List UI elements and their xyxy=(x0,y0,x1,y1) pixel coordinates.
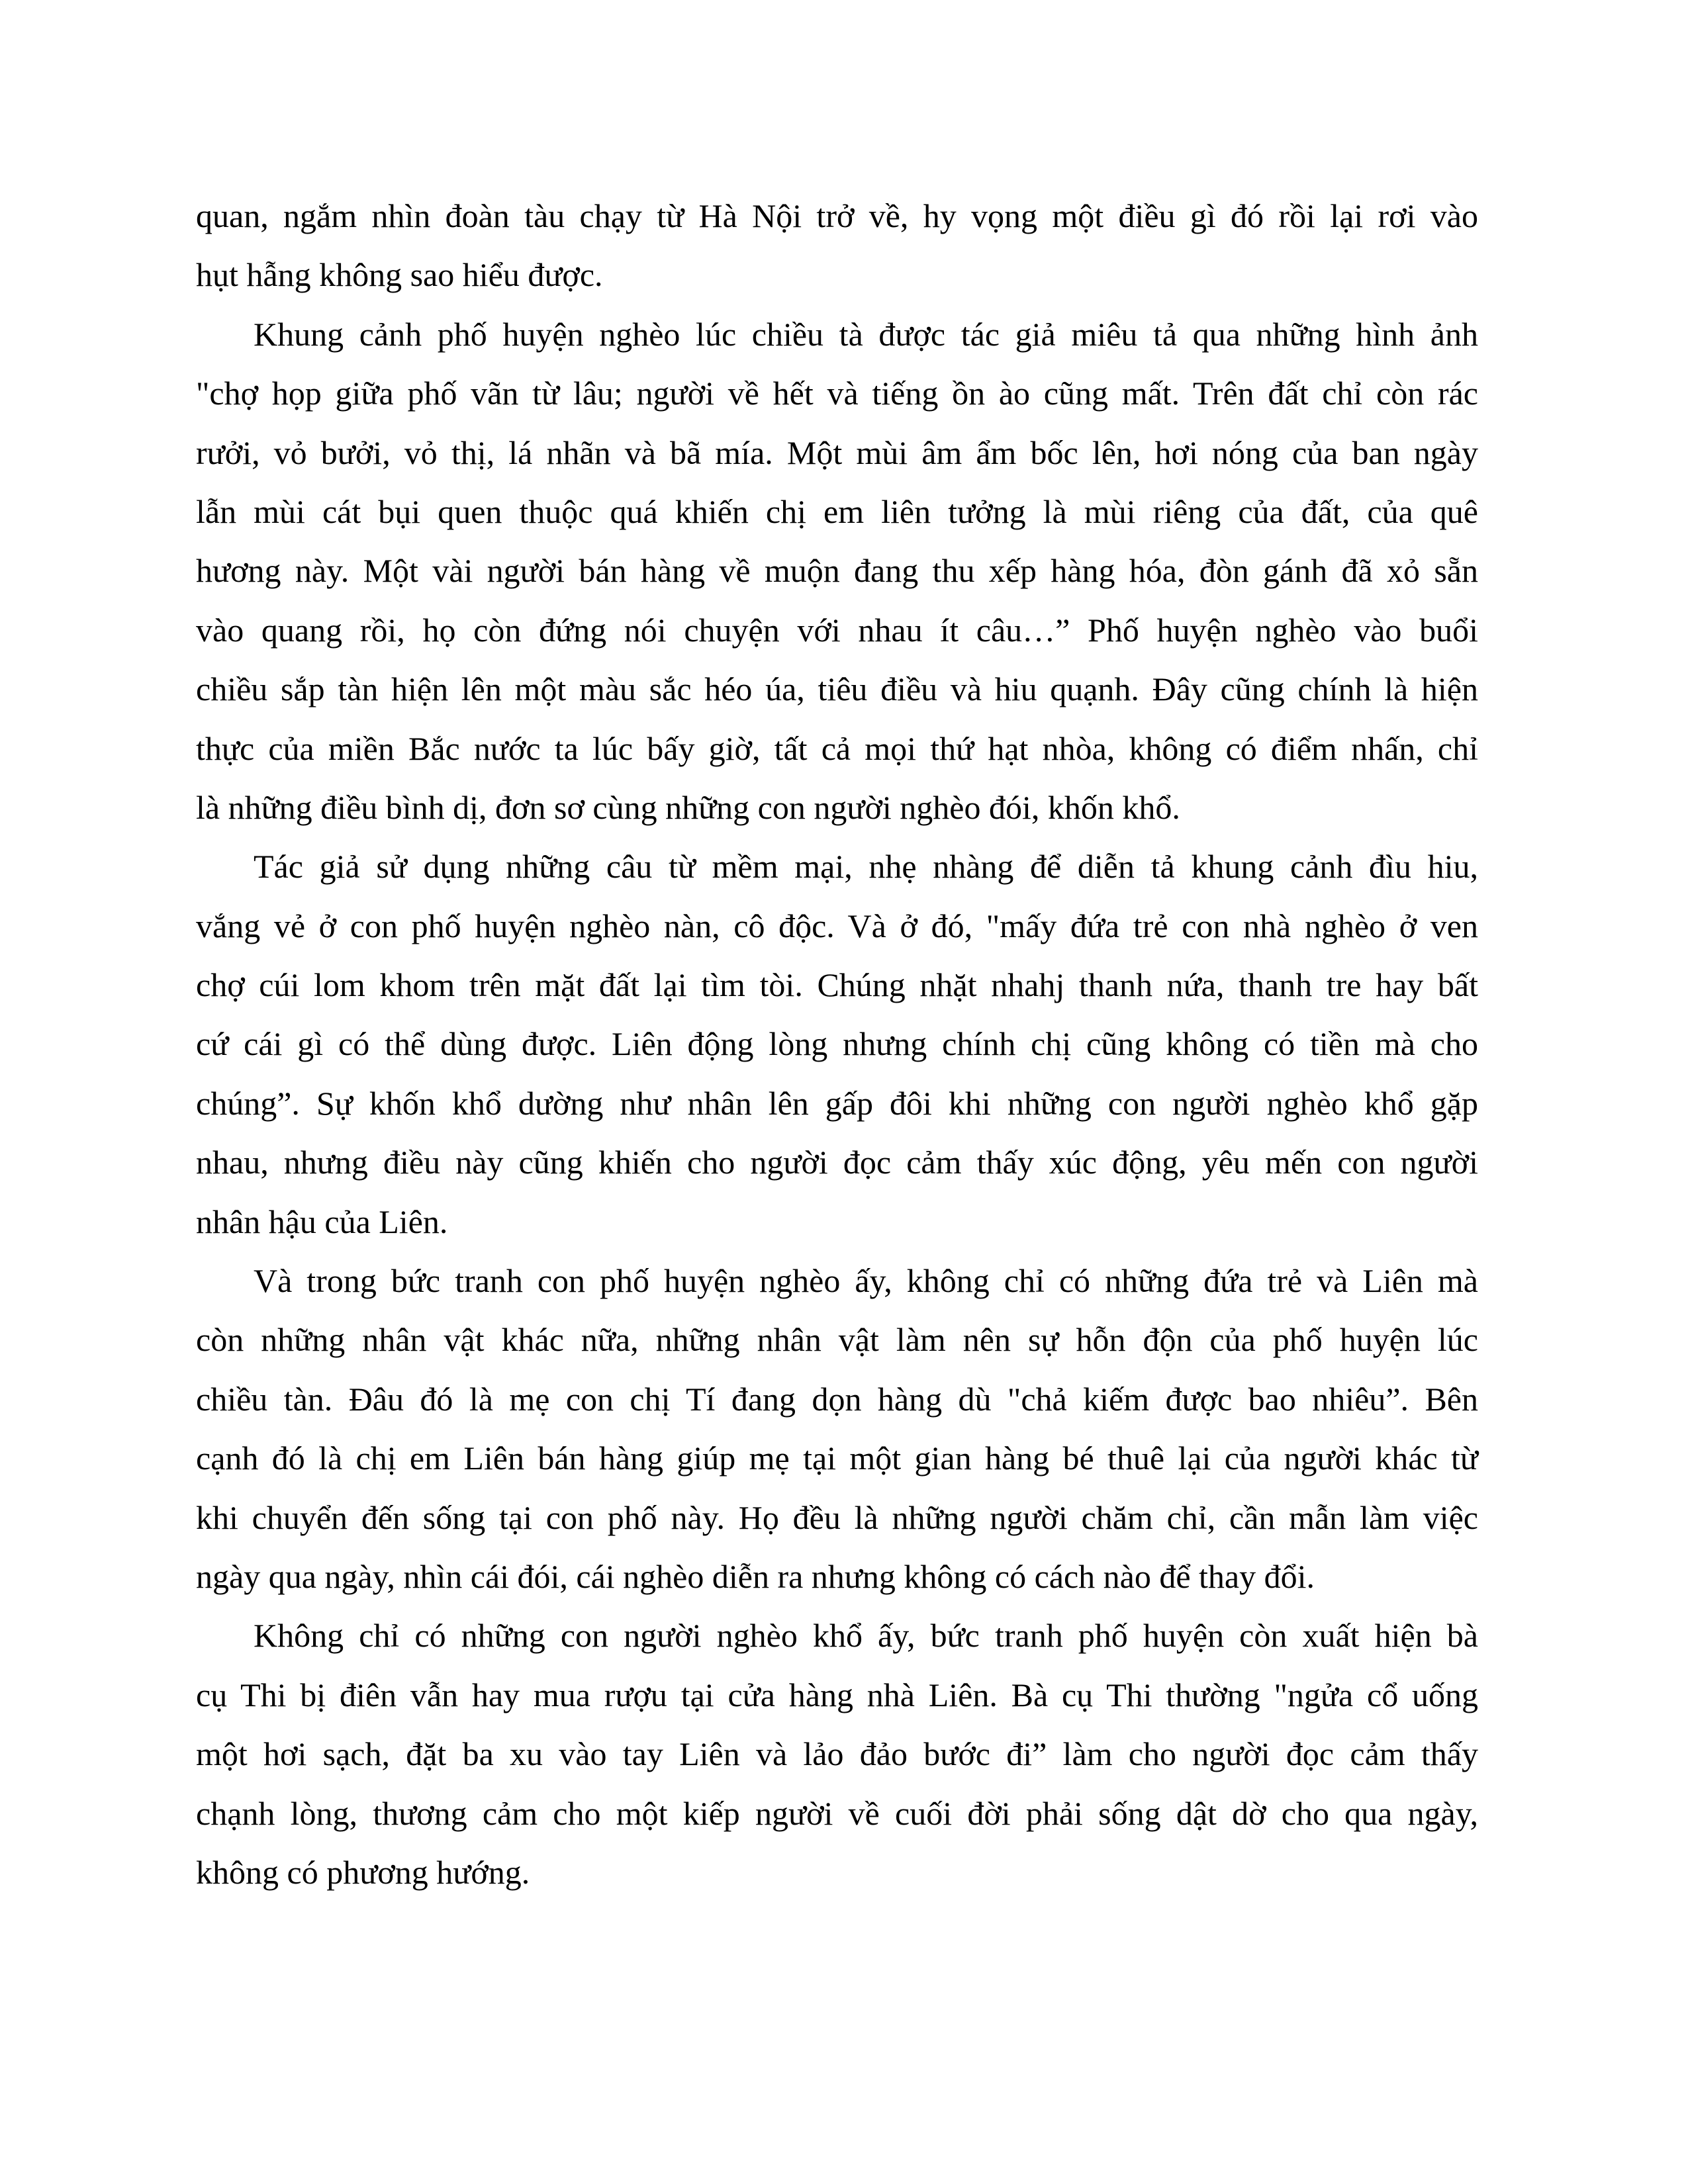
paragraph xyxy=(196,1606,1478,1902)
text-line: nhau, nhưng điều này cũng khiến cho người đọc cảm thấy xúc động, yêu mến con người xyxy=(196,1144,1478,1181)
text-line: là những điều bình dị, đơn sơ cùng những con người nghèo đói, khốn khổ. xyxy=(196,788,1180,826)
text-line: cụ Thi bị điên vẫn hay mua rượu tại cửa hàng nhà Liên. Bà cụ Thi thường "ngửa cổ uống xyxy=(196,1676,1478,1713)
paragraph xyxy=(196,187,1478,305)
text-line: cạnh đó là chị em Liên bán hàng giúp mẹ tại một gian hàng bé thuê lại của người khác từ xyxy=(196,1439,1478,1477)
text-line: hụt hẫng không sao hiểu được. xyxy=(196,256,603,294)
text-line: Tác giả sử dụng những câu từ mềm mại, nhẹ nhàng để diễn tả khung cảnh đìu hiu, xyxy=(254,848,1478,886)
document-body xyxy=(196,187,1478,1902)
text-line: Không chỉ có những con người nghèo khổ ấy, bức tranh phố huyện còn xuất hiện bà xyxy=(254,1617,1478,1655)
text-line: cứ cái gì có thể dùng được. Liên động lòng nhưng chính chị cũng không có tiền mà cho xyxy=(196,1025,1478,1063)
paragraph xyxy=(196,1251,1478,1606)
text-line: rưởi, vỏ bưởi, vỏ thị, lá nhãn và bã mía. Một mùi âm ẩm bốc lên, hơi nóng của ban ngày xyxy=(196,433,1478,471)
text-line: chiều sắp tàn hiện lên một màu sắc héo úa, tiêu điều và hiu quạnh. Đây cũng chính là hiện xyxy=(196,670,1478,708)
text-line: ngày qua ngày, nhìn cái đói, cái nghèo diễn ra nhưng không có cách nào để thay đổi. xyxy=(196,1557,1315,1595)
text-line: quan, ngắm nhìn đoàn tàu chạy từ Hà Nội trở về, hy vọng một điều gì đó rồi lại rơi vào xyxy=(196,197,1478,234)
text-line: nhân hậu của Liên. xyxy=(196,1203,448,1240)
text-line: không có phương hướng. xyxy=(196,1853,530,1891)
text-line: Khung cảnh phố huyện nghèo lúc chiều tà được tác giả miêu tả qua những hình ảnh xyxy=(254,315,1478,353)
paragraph xyxy=(196,837,1478,1251)
text-line: chiều tàn. Đâu đó là mẹ con chị Tí đang dọn hàng dù "chả kiếm được bao nhiêu”. Bên xyxy=(196,1380,1478,1418)
text-line: chạnh lòng, thương cảm cho một kiếp người về cuối đời phải sống dật dờ cho qua ngày, xyxy=(196,1794,1478,1832)
text-line: vắng vẻ ở con phố huyện nghèo nàn, cô độc. Và ở đó, "mấy đứa trẻ con nhà nghèo ở ven xyxy=(196,907,1478,944)
text-line: thực của miền Bắc nước ta lúc bấy giờ, tất cả mọi thứ hạt nhòa, không có điểm nhấn, chỉ xyxy=(196,729,1478,767)
text-line: lẫn mùi cát bụi quen thuộc quá khiến chị em liên tưởng là mùi riêng của đất, của quê xyxy=(196,492,1478,530)
text-line: một hơi sạch, đặt ba xu vào tay Liên và lảo đảo bước đi” làm cho người đọc cảm thấy xyxy=(196,1735,1478,1773)
text-line: "chợ họp giữa phố vãn từ lâu; người về hết và tiếng ồn ào cũng mất. Trên đất chỉ còn rác xyxy=(196,375,1478,412)
text-line: còn những nhân vật khác nữa, những nhân vật làm nên sự hỗn độn của phố huyện lúc xyxy=(196,1321,1478,1359)
text-line: vào quang rồi, họ còn đứng nói chuyện với nhau ít câu…” Phố huyện nghèo vào buổi xyxy=(196,611,1478,649)
text-line: chợ cúi lom khom trên mặt đất lại tìm tòi. Chúng nhặt nhahj thanh nứa, thanh tre hay bất xyxy=(196,966,1478,1004)
paragraph xyxy=(196,305,1478,838)
text-line: chúng”. Sự khốn khổ dường như nhân lên gấp đôi khi những con người nghèo khổ gặp xyxy=(196,1084,1478,1122)
text-line: khi chuyển đến sống tại con phố này. Họ đều là những người chăm chỉ, cần mẫn làm việc xyxy=(196,1498,1478,1536)
text-line: Và trong bức tranh con phố huyện nghèo ấy, không chỉ có những đứa trẻ và Liên mà xyxy=(254,1262,1478,1300)
text-line: hương này. Một vài người bán hàng về muộn đang thu xếp hàng hóa, đòn gánh đã xỏ sẵn xyxy=(196,552,1478,590)
